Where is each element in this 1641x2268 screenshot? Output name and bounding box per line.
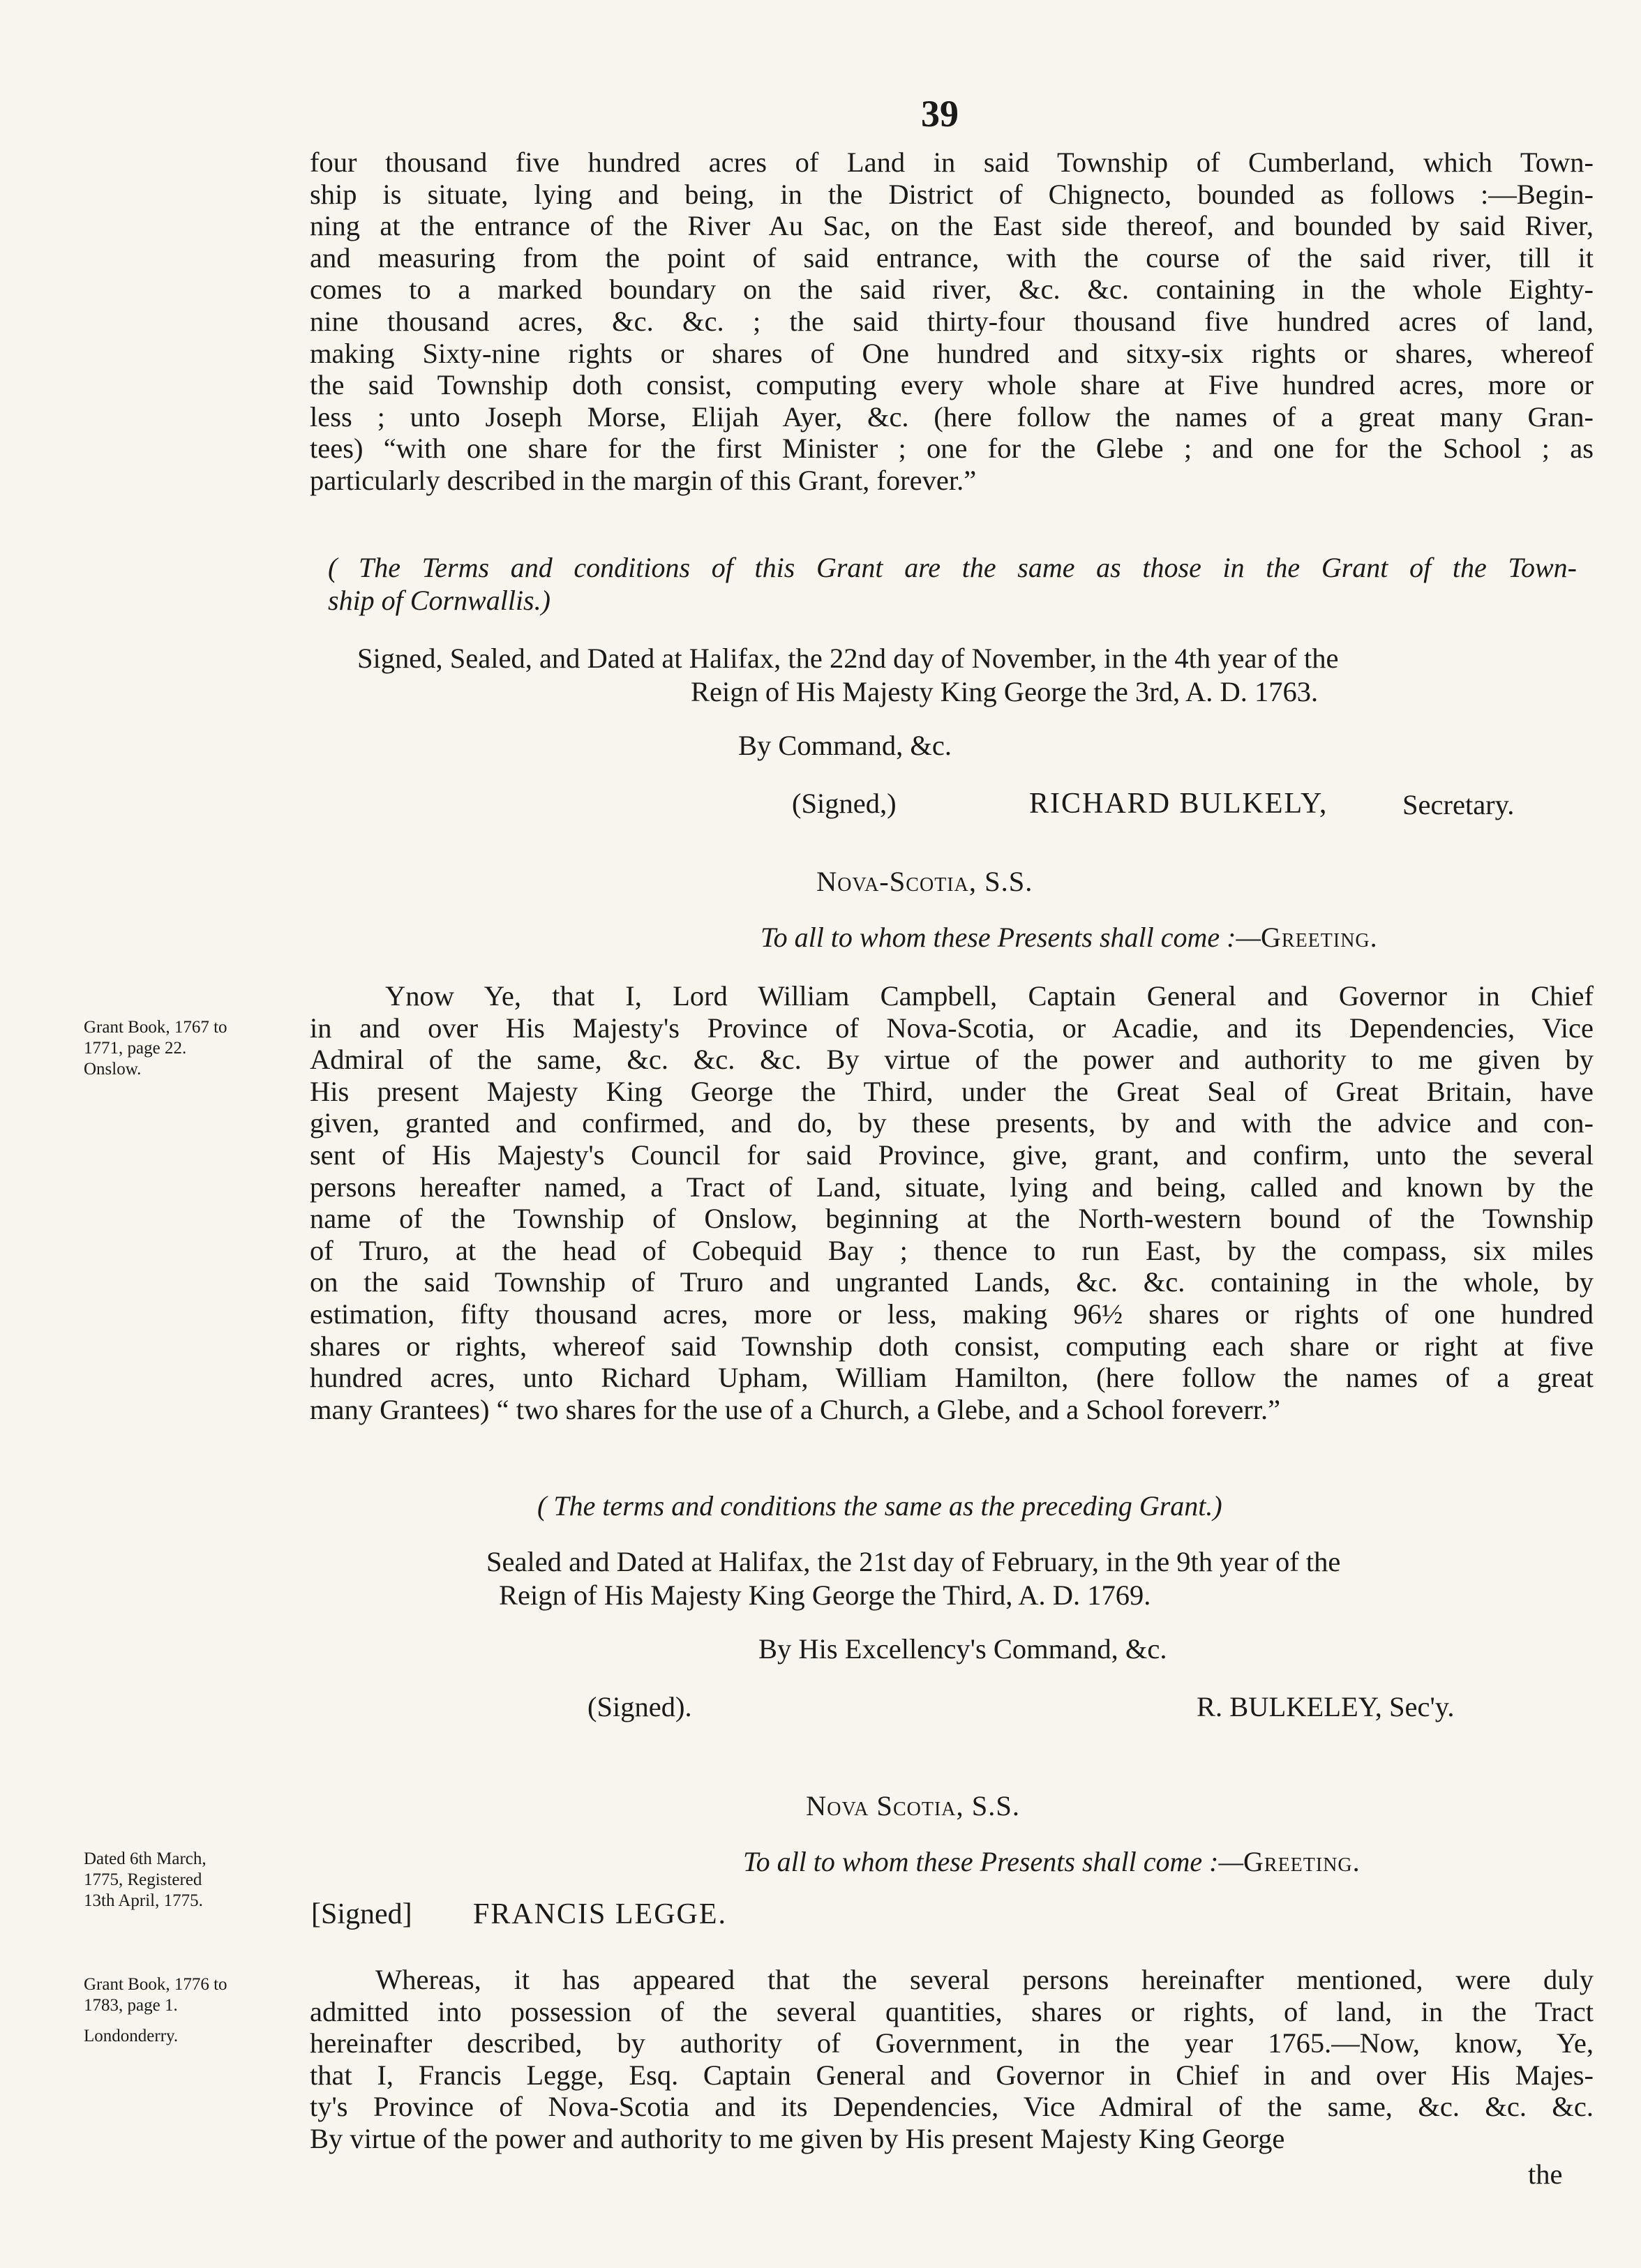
margin-note-line: Londonderry. [84,2027,179,2045]
text-line: less ; unto Joseph Morse, Elijah Ayer, &c. (here follow the names of a great many Gran- [310,400,1594,433]
londonderry-signed-name: FRANCIS LEGGE. [473,1898,728,1930]
greeting-word: Greeting. [1261,922,1378,953]
cumberland-command: By Command, &c. [738,730,952,761]
text-line: given, granted and confirmed, and do, by these presents, by and with the advice and con- [310,1107,1594,1139]
greeting-text: To all to whom these Presents shall come :— [760,922,1261,953]
text-line: of Truro, at the head of Cobequid Bay ; thence to run East, by the compass, six miles [310,1234,1594,1266]
grant-onslow-paragraph [310,980,1594,1425]
text-line: ship is situate, lying and being, in the District of Chignecto, bounded as follows :—Begin- [310,178,1594,210]
onslow-signatory: R. BULKELEY, Sec'y. [1197,1691,1455,1722]
page-number: 39 [921,93,959,135]
catchword: the [1528,2158,1563,2190]
onslow-command: By His Excellency's Command, &c. [758,1633,1167,1665]
londonderry-greeting [743,1845,1361,1878]
cumberland-signed-label: (Signed,) [792,788,897,819]
text-line: estimation, fifty thousand acres, more or less, making 96½ shares or rights of one hundred [310,1298,1594,1330]
margin-note-line: 1783, page 1. [84,1996,178,2015]
text-line: hereinafter described, by authority of Government, in the year 1765.—Now, know, Ye, [310,2027,1594,2059]
cumberland-terms-note [328,551,1577,617]
text-line: By virtue of the power and authority to me given by His present Majesty King George [310,2122,1285,2154]
text-line: shares or rights, whereof said Township doth consist, computing each share or right at five [310,1330,1594,1362]
margin-note-line: Grant Book, 1776 to [84,1975,227,1994]
text-line: Whereas, it has appeared that the several persons hereinafter mentioned, were duly [375,1964,1594,1995]
onslow-dated-line: Reign of His Majesty King George the Third, A. D. 1769. [499,1579,1151,1611]
greeting-word: Greeting. [1243,1846,1361,1877]
text-line: sent of His Majesty's Council for said Province, give, grant, and confirm, unto the several [310,1139,1594,1171]
text-line: name of the Township of Onslow, beginning at the North-western bound of the Township [310,1203,1594,1235]
grant-londonderry-text [310,1964,1594,2155]
text-line: particularly described in the margin of this Grant, forever.” [310,464,977,496]
margin-note-line: Dated 6th March, [84,1849,207,1868]
terms-line: ship of Cornwallis.) [328,585,550,616]
text-line: admitted into possession of the several quantities, shares or rights, of land, in the Tract [310,1995,1594,2027]
margin-note-line: Grant Book, 1767 to [84,1018,227,1037]
greeting-text: To all to whom these Presents shall come :— [743,1846,1244,1877]
onslow-heading: Nova-Scotia, S.S. [816,866,1033,897]
text-line: in and over His Majesty's Province of Nova-Scotia, or Acadie, and its Dependencies, Vice [310,1012,1594,1044]
grant-cumberland-text [310,147,1594,497]
margin-note-line: 1771, page 22. [84,1039,187,1058]
margin-note-line: 1775, Registered [84,1870,202,1889]
grant-onslow-text [310,980,1594,1425]
text-line: Admiral of the same, &c. &c. &c. By virtue of the power and authority to me given by [310,1044,1594,1076]
margin-note-line: 13th April, 1775. [84,1891,203,1910]
text-line: hundred acres, unto Richard Upham, William Hamilton, (here follow the names of a great [310,1362,1594,1394]
onslow-dated-line: Sealed and Dated at Halifax, the 21st day of February, in the 9th year of the [486,1546,1341,1577]
londonderry-margin-note [84,1974,293,2047]
text-line: many Grantees) “ two shares for the use of a Church, a Glebe, and a School foreverr.” [310,1393,1281,1425]
cumberland-signatory: RICHARD BULKELY, [1029,788,1328,820]
onslow-margin-note [84,1017,293,1080]
onslow-greeting [760,921,1378,954]
londonderry-heading: Nova Scotia, S.S. [806,1790,1021,1822]
text-line: four thousand five hundred acres of Land in said Township of Cumberland, which Town- [310,147,1594,178]
terms-line: ( The Terms and conditions of this Grant are the same as those in the Grant of the Town- [328,552,1577,583]
cumberland-dated-line: Signed, Sealed, and Dated at Halifax, the 22nd day of November, in the 4th year of the [357,643,1339,674]
text-line: on the said Township of Truro and ungranted Lands, &c. &c. containing in the whole, by [310,1266,1594,1298]
cumberland-dated-line: Reign of His Majesty King George the 3rd, A. D. 1763. [691,676,1319,707]
text-line: ty's Province of Nova-Scotia and its Dependencies, Vice Admiral of the same, &c. &c. &c. [310,2091,1594,2123]
text-line: nine thousand acres, &c. &c. ; the said thirty-four thousand five hundred acres of land, [310,305,1594,337]
text-line: His present Majesty King George the Third, under the Great Seal of Great Britain, have [310,1075,1594,1107]
text-line: making Sixty-nine rights or shares of One hundred and sitxy-six rights or shares, whereof [310,337,1594,369]
text-line: Ynow Ye, that I, Lord William Campbell, Captain General and Governor in Chief [385,980,1594,1012]
text-line: that I, Francis Legge, Esq. Captain General and Governor in Chief in and over His Majes- [310,2059,1594,2091]
cumberland-signatory-title: Secretary. [1402,789,1515,820]
grant-cumberland-paragraph [310,147,1594,497]
onslow-terms-note: ( The terms and conditions the same as the preceding Grant.) [537,1490,1222,1522]
grant-londonderry-paragraph [310,1964,1594,2155]
londonderry-dated-note [84,1849,293,1912]
text-line: tees) “with one share for the first Minister ; one for the Glebe ; and one for the School ; as [310,433,1594,465]
text-line: and measuring from the point of said entrance, with the course of the said river, till it [310,241,1594,273]
text-line: the said Township doth consist, computing every whole share at Five hundred acres, more or [310,369,1594,401]
margin-note-line: Onslow. [84,1060,142,1079]
onslow-signed-label: (Signed). [587,1691,692,1722]
text-line: persons hereafter named, a Tract of Land, situate, lying and being, called and known by the [310,1171,1594,1203]
londonderry-signed-label: [Signed] [311,1898,412,1930]
text-line: ning at the entrance of the River Au Sac, on the East side thereof, and bounded by said River, [310,210,1594,242]
text-line: comes to a marked boundary on the said river, &c. &c. containing in the whole Eighty- [310,273,1594,306]
